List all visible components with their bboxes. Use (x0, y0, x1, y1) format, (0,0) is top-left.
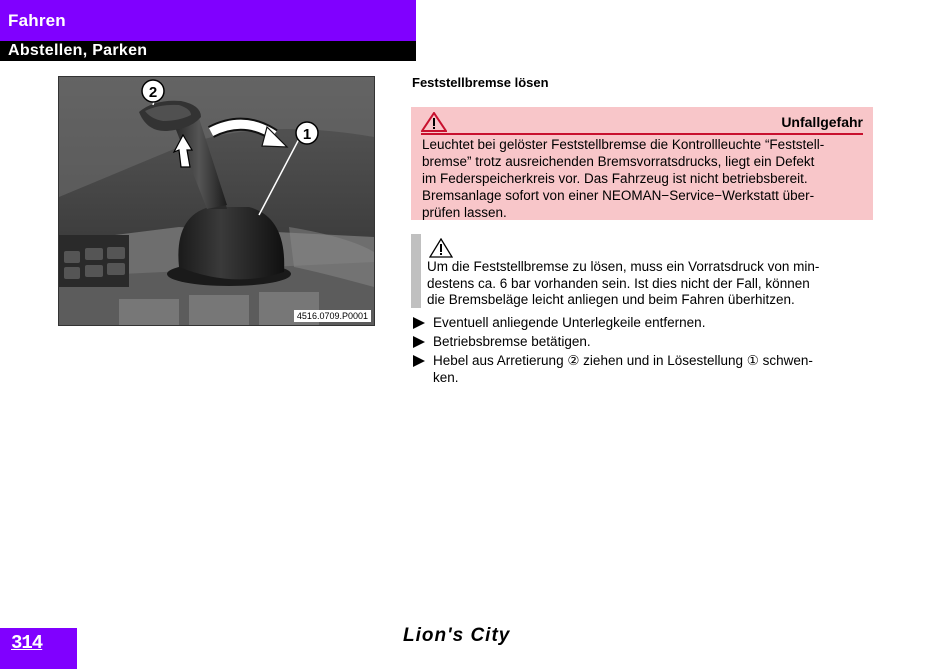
danger-line: im Federspeicherkreis vor. Das Fahrzeug ist nicht betriebsbereit. (422, 171, 808, 186)
step-text: Hebel aus Arretierung ② ziehen und in Lösestellung ① schwen- ken. (433, 353, 813, 385)
chapter-header (0, 0, 416, 41)
danger-line: bremse” trotz ausreichenden Bremsvorratsdrucks, liegt ein Defekt (422, 154, 815, 169)
caution-bar (411, 234, 421, 308)
caution-line: destens ca. 6 bar vorhanden sein. Ist dies nicht der Fall, können (427, 275, 810, 291)
danger-line: Bremsanlage sofort von einer NEOMAN−Service−Werkstatt über- (422, 188, 815, 203)
product-logo: Lion's City (403, 625, 511, 646)
bullet-triangle-icon (413, 336, 425, 348)
danger-header (421, 112, 863, 135)
procedure-steps (411, 314, 871, 388)
page-number: 314 (11, 632, 43, 654)
danger-text (422, 136, 862, 221)
caution-line: die Bremsbeläge leicht anliegen und beim Fahren überhitzen. (427, 292, 795, 307)
callout-2-label: 2 (148, 84, 158, 101)
section-title: Abstellen, Parken (8, 42, 148, 59)
step-text: Betriebsbremse betätigen. (433, 334, 591, 349)
warning-triangle-icon (421, 112, 447, 132)
danger-line: Leuchtet bei gelöster Feststellbremse die Kontrollleuchte “Feststell- (422, 137, 825, 152)
section-header (0, 41, 416, 61)
chapter-title: Fahren (8, 11, 66, 30)
caution-note-box (411, 234, 873, 308)
step-item (411, 314, 871, 331)
step-item (411, 352, 871, 386)
danger-line: prüfen lassen. (422, 205, 507, 220)
page-number-box (0, 628, 77, 669)
bullet-triangle-icon (413, 317, 425, 329)
procedure-title: Feststellbremse lösen (412, 75, 549, 90)
parking-brake-lever-figure (58, 76, 375, 326)
bullet-triangle-icon (413, 355, 425, 367)
callout-1-label: 1 (302, 126, 312, 143)
danger-warning-box (411, 107, 873, 220)
danger-title: Unfallgefahr (781, 114, 863, 130)
step-item (411, 333, 871, 350)
caution-text (427, 259, 867, 309)
figure-caption: 4516.0709.P0001 (294, 310, 371, 322)
caution-triangle-icon (429, 238, 453, 258)
caution-line: Um die Feststellbremse zu lösen, muss ein Vorratsdruck von min- (427, 259, 820, 274)
step-text: Eventuell anliegende Unterlegkeile entfernen. (433, 315, 706, 330)
lever-illustration (59, 77, 374, 325)
